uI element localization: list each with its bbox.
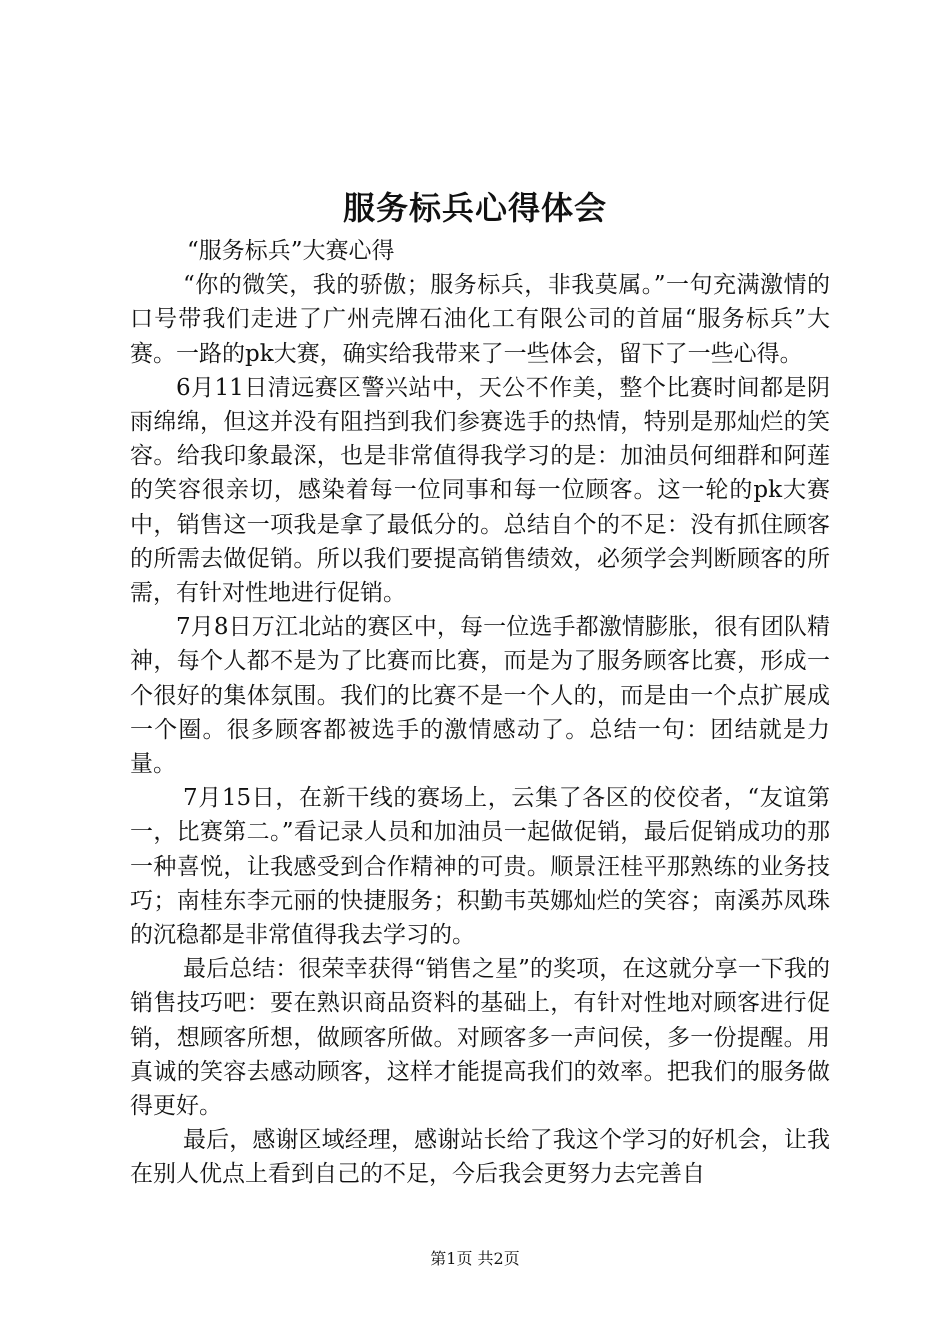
subtitle-paragraph: “服务标兵”大赛心得 [187,238,395,264]
body-paragraph-june: 6月11日清远赛区警兴站中，天公不作美，整个比赛时间都是阴雨绵绵，但这并没有阻挡到我们参赛选手的热情，特别是那灿烂的笑容。给我印象最深，也是非常值得我学习的是：加油员何细群和阿莲的笑容很亲切，感染着每一位同事和每一位顾客。这一轮的pk大赛中，销售这一项我是拿了最低分的。总结自个的不足：没有抓住顾客的所需去做促销。所以我们要提高销售绩效，必须学会判断顾客的所需，有针对性地进行促销。 [130,374,830,607]
document-title: 服务标兵心得体会 [342,189,607,227]
document-body [130,234,830,1192]
body-paragraph-summary: 最后总结：很荣幸获得“销售之星”的奖项，在这就分享一下我的销售技巧吧：要在熟识商品资料的基础上，有针对性地对顾客进行促销，想顾客所想，做顾客所做。对顾客多一声问侯，多一份提醒。用真诚的笑容去感动顾客，这样才能提高我们的效率。把我们的服务做得更好。 [130,956,830,1120]
body-paragraph-july-8: 7月8日万江北站的赛区中，每一位选手都激情膨胀，很有团队精神，每个人都不是为了比赛而比赛，而是为了服务顾客比赛，形成一个很好的集体氛围。我们的比赛不是一个人的，而是由一个点扩展成一个圈。很多顾客都被选手的激情感动了。总结一句：团结就是力量。 [130,614,830,778]
intro-paragraph: “你的微笑，我的骄傲；服务标兵，非我莫属。”一句充满激情的口号带我们走进了广州壳牌石油化工有限公司的首届“服务标兵”大赛。一路的pk大赛，确实给我带来了一些体会，留下了一些心得。 [130,272,830,367]
body-paragraph-thanks: 最后，感谢区域经理，感谢站长给了我这个学习的好机会，让我在别人优点上看到自己的不足，今后我会更努力去完善自 [130,1127,830,1188]
body-paragraph-july-15: 7月15日，在新干线的赛场上，云集了各区的佼佼者，“友谊第一，比赛第二。”看记录人员和加油员一起做促销，最后促销成功的那一种喜悦，让我感受到合作精神的可贵。顺景汪桂平那熟练的业务技巧；南桂东李元丽的快捷服务；积勤韦英娜灿烂的笑容；南溪苏凤珠的沉稳都是非常值得我去学习的。 [130,785,830,949]
page-footer: 第1页 共2页 [430,1249,520,1268]
